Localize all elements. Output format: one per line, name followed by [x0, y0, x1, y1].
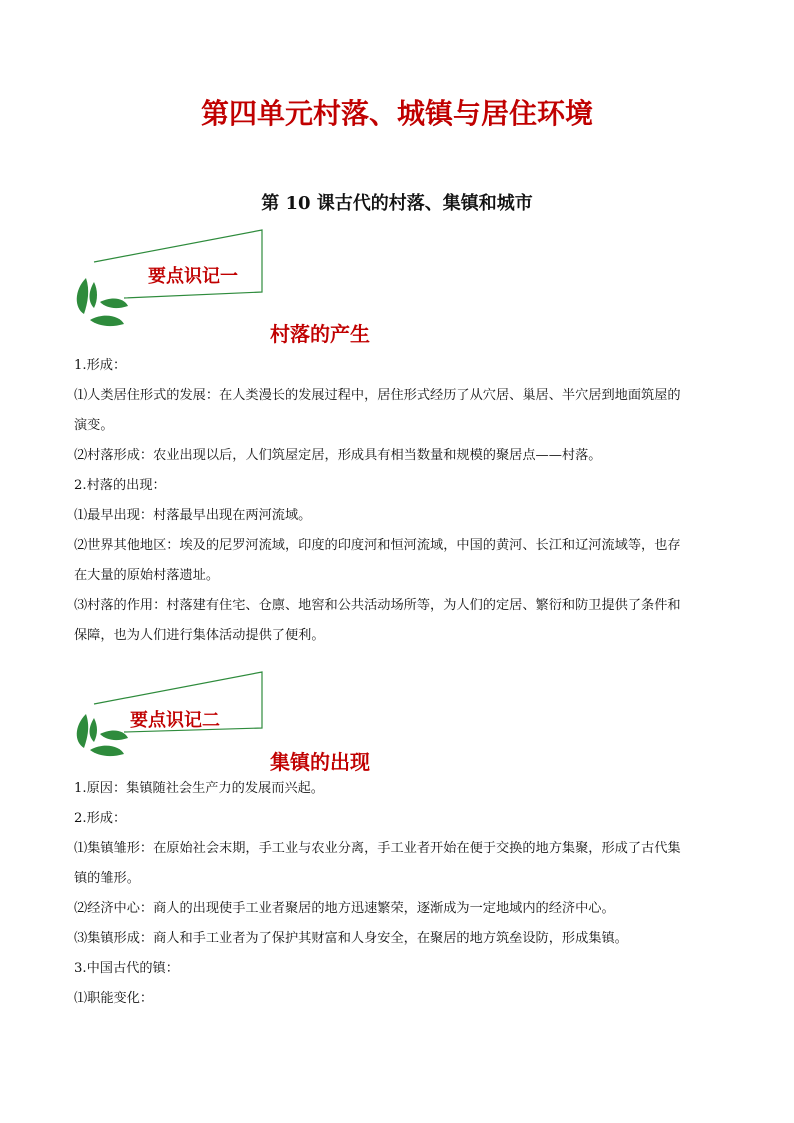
section-heading: 村落的产生: [270, 322, 370, 346]
unit-title: 第四单元村落、城镇与居住环境: [200, 97, 593, 130]
text-line: ⑴人类居住形式的发展：在人类漫长的发展过程中，居住形式经历了从穴居、巢居、半穴居到地面筑屋的: [74, 388, 681, 403]
text-line: ⑴最早出现：村落最早出现在两河流域。: [74, 508, 312, 523]
section-body: [74, 351, 724, 651]
text-line: 演变。: [74, 418, 114, 433]
text-line: 2.形成：: [74, 811, 127, 826]
section-badge-label: 要点识记一: [148, 266, 238, 287]
section-heading: 集镇的出现: [270, 750, 370, 774]
text-line: 3.中国古代的镇：: [74, 961, 179, 976]
lesson-title: 第 10 课古代的村落、集镇和城市: [261, 193, 533, 214]
text-line: 1.原因：集镇随社会生产力的发展而兴起。: [74, 781, 324, 796]
text-line: ⑴集镇雏形：在原始社会末期，手工业与农业分离，手工业者开始在便于交换的地方集聚，形成了古代集: [74, 841, 681, 856]
text-line: ⑴职能变化：: [74, 991, 154, 1006]
text-line: ⑶村落的作用：村落建有住宅、仓廪、地窖和公共活动场所等，为人们的定居、繁衍和防卫提供了条件和: [74, 598, 681, 613]
text-line: 1.形成：: [74, 358, 127, 373]
text-line: ⑵村落形成：农业出现以后，人们筑屋定居，形成具有相当数量和规模的聚居点——村落。: [74, 448, 602, 463]
text-line: 镇的雏形。: [74, 871, 140, 886]
text-line: 2.村落的出现：: [74, 478, 166, 493]
text-line: ⑵世界其他地区：埃及的尼罗河流域，印度的印度河和恒河流域，中国的黄河、长江和辽河流域等，也存: [74, 538, 681, 553]
section-badge-1: [72, 228, 272, 338]
text-line: 保障，也为人们进行集体活动提供了便利。: [74, 628, 325, 643]
section-body: [74, 774, 724, 1014]
text-line: ⑶集镇形成：商人和手工业者为了保护其财富和人身安全，在聚居的地方筑垒设防，形成集镇。: [74, 931, 628, 946]
text-line: 在大量的原始村落遗址。: [74, 568, 220, 583]
text-line: ⑵经济中心：商人的出现使手工业者聚居的地方迅速繁荣，逐渐成为一定地域内的经济中心。: [74, 901, 615, 916]
section-badge-2: [72, 670, 272, 780]
section-badge-label: 要点识记二: [130, 710, 220, 731]
